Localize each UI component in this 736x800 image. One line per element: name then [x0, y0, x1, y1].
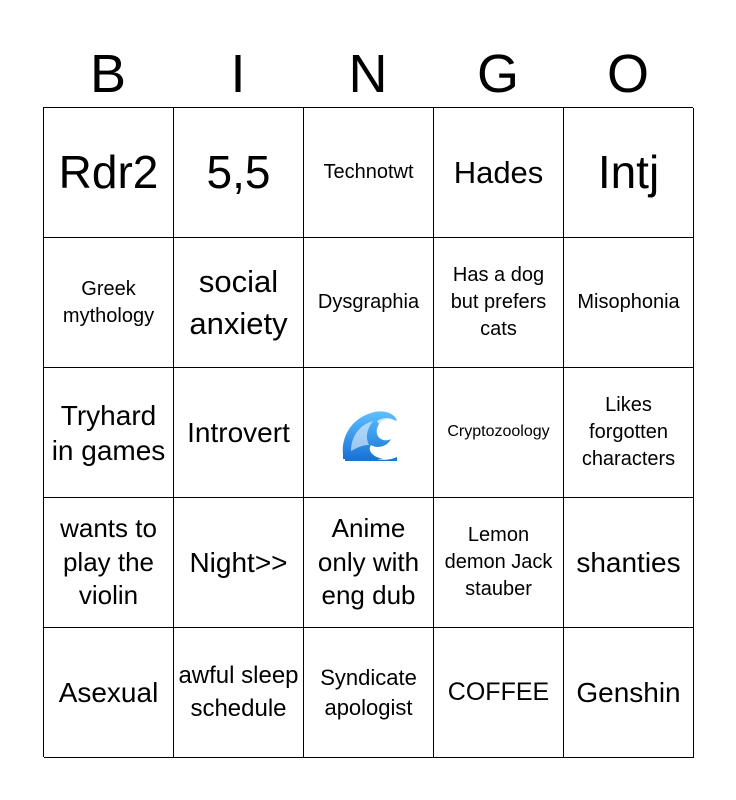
cell-text: Technotwt [323, 161, 414, 183]
cell-text: 5,5 [206, 146, 271, 199]
header-letter-g: G [476, 44, 519, 104]
header-letter-i: I [230, 44, 246, 104]
bingo-cell[interactable] [564, 628, 694, 758]
cell-text: Hades [453, 154, 544, 190]
bingo-header [43, 40, 693, 108]
cell-text: Introvert [187, 417, 290, 448]
bingo-cell[interactable] [304, 628, 434, 758]
header-letter-b: B [89, 44, 127, 104]
cell-text: awful sleep schedule [178, 662, 299, 722]
cell-text: Likes forgotten characters [581, 394, 676, 470]
bingo-cell[interactable] [434, 108, 564, 238]
bingo-cell[interactable] [564, 108, 694, 238]
bingo-cell[interactable] [564, 368, 694, 498]
bingo-cell[interactable] [304, 108, 434, 238]
cell-text: Cryptozoology [447, 423, 550, 441]
header-letter-n: N [348, 44, 388, 104]
cell-text: Intj [597, 146, 660, 199]
cell-text: Tryhard in games [51, 399, 166, 466]
bingo-cell[interactable] [174, 238, 304, 368]
cell-text: social anxiety [189, 263, 288, 341]
cell-text: Night>> [189, 547, 288, 578]
bingo-cell[interactable] [564, 238, 694, 368]
cell-text: Lemon demon Jack stauber [444, 524, 553, 600]
bingo-cell[interactable] [44, 498, 174, 628]
bingo-cell[interactable] [434, 238, 564, 368]
bingo-cell[interactable] [44, 368, 174, 498]
cell-text: Anime only with eng dub [317, 512, 420, 611]
bingo-cell[interactable] [44, 238, 174, 368]
bingo-cell[interactable] [174, 368, 304, 498]
cell-text: Rdr2 [58, 146, 159, 199]
cell-text: shanties [576, 547, 681, 578]
bingo-cell[interactable] [434, 368, 564, 498]
water-wave-icon [337, 401, 401, 465]
bingo-cell[interactable] [434, 628, 564, 758]
bingo-cell[interactable] [44, 108, 174, 238]
cell-text: COFFEE [447, 678, 550, 707]
free-space-cell[interactable] [304, 368, 434, 498]
bingo-cell[interactable] [564, 498, 694, 628]
cell-text: Greek mythology [62, 277, 155, 327]
cell-text: wants to play the violin [60, 512, 157, 611]
bingo-board [43, 107, 693, 757]
cell-text: Misophonia [577, 291, 680, 313]
cell-text: Syndicate apologist [320, 664, 417, 720]
bingo-cell[interactable] [44, 628, 174, 758]
bingo-cell[interactable] [174, 628, 304, 758]
bingo-cell[interactable] [174, 108, 304, 238]
bingo-cell[interactable] [304, 238, 434, 368]
bingo-cell[interactable] [304, 498, 434, 628]
bingo-cell[interactable] [434, 498, 564, 628]
cell-text: Dysgraphia [317, 291, 420, 313]
cell-text: Has a dog but prefers cats [450, 264, 547, 340]
bingo-cell[interactable] [174, 498, 304, 628]
cell-text: Genshin [576, 677, 681, 708]
header-letter-o: O [606, 44, 649, 104]
cell-text: Asexual [58, 677, 159, 708]
